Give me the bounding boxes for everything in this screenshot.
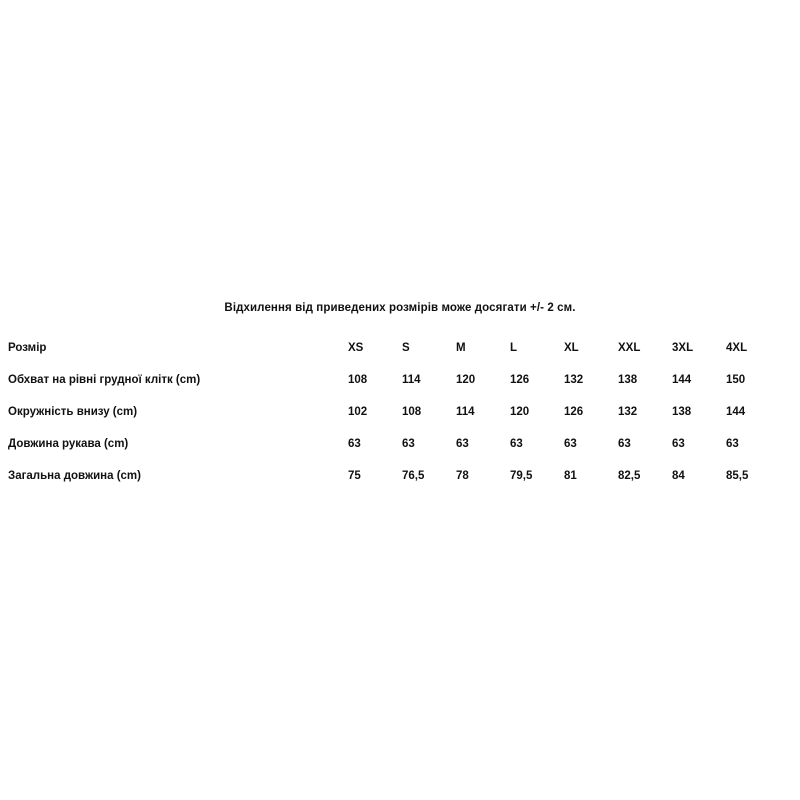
header-size-xs: XS [348,342,364,354]
header-size-3xl: 3XL [672,342,694,354]
cell-total-xxl: 82,5 [618,470,641,482]
size-table-container [0,332,800,492]
cell-bottom-xl: 126 [564,406,584,418]
cell-chest-l: 126 [510,374,530,386]
cell-bottom-xs: 102 [348,406,368,418]
header-size-s: S [402,342,410,354]
header-size-xxl: XXL [618,342,641,354]
cell-total-4xl: 85,5 [726,470,749,482]
table-row [8,460,780,492]
cell-total-xl: 81 [564,470,577,482]
row-label-total-length: Загальна довжина (cm) [8,470,141,482]
header-size-4xl: 4XL [726,342,748,354]
cell-sleeve-xs: 63 [348,438,361,450]
cell-total-l: 79,5 [510,470,533,482]
table-row [8,396,780,428]
cell-sleeve-3xl: 63 [672,438,685,450]
cell-sleeve-xxl: 63 [618,438,631,450]
row-label-chest: Обхват на рівні грудної клітк (cm) [8,374,201,386]
cell-total-3xl: 84 [672,470,685,482]
deviation-note: Відхилення від приведених розмірів може досягати +/- 2 см. [224,302,576,314]
table-row [8,428,780,460]
table-header-row [8,332,780,364]
cell-sleeve-l: 63 [510,438,523,450]
cell-sleeve-s: 63 [402,438,415,450]
header-size-l: L [510,342,518,354]
header-size-m: M [456,342,466,354]
cell-chest-s: 114 [402,374,421,386]
cell-chest-xs: 108 [348,374,368,386]
cell-sleeve-m: 63 [456,438,469,450]
cell-chest-xxl: 138 [618,374,638,386]
row-label-sleeve-length: Довжина рукава (cm) [8,438,129,450]
cell-bottom-l: 120 [510,406,530,418]
header-size-label: Розмір [8,342,47,354]
row-label-bottom-circumference: Окружність внизу (cm) [8,406,138,418]
cell-total-m: 78 [456,470,469,482]
header-size-xl: XL [564,342,579,354]
cell-chest-m: 120 [456,374,476,386]
table-row [8,364,780,396]
cell-chest-3xl: 144 [672,374,692,386]
cell-bottom-3xl: 138 [672,406,692,418]
cell-total-xs: 75 [348,470,361,482]
cell-total-s: 76,5 [402,470,425,482]
cell-bottom-xxl: 132 [618,406,638,418]
cell-bottom-4xl: 144 [726,406,746,418]
cell-sleeve-4xl: 63 [726,438,739,450]
cell-chest-xl: 132 [564,374,584,386]
cell-chest-4xl: 150 [726,374,746,386]
size-table [8,332,780,492]
cell-bottom-s: 108 [402,406,422,418]
cell-bottom-m: 114 [456,406,475,418]
cell-sleeve-xl: 63 [564,438,577,450]
